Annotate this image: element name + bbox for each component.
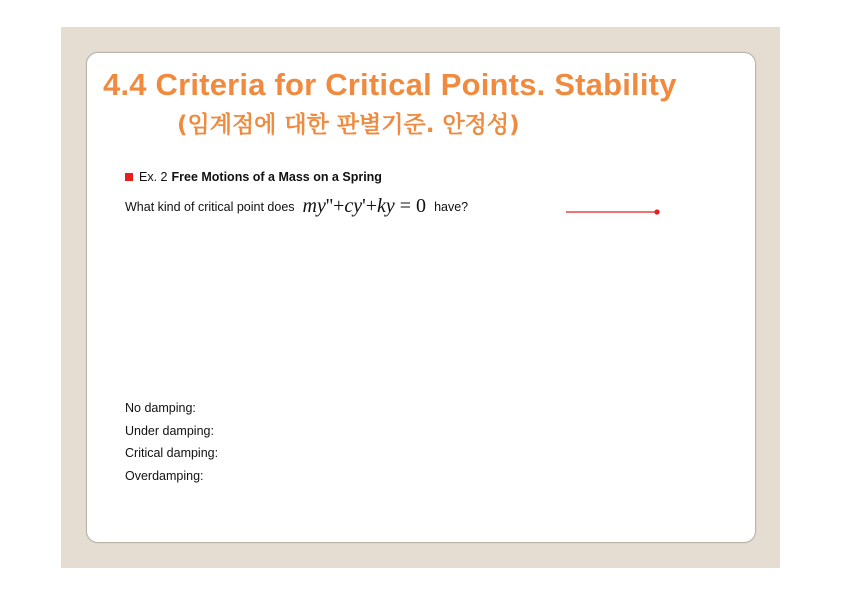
spring-equation: my''+cy'+ky = 0 — [302, 195, 427, 217]
slide-title: 4.4 Criteria for Critical Points. Stability — [103, 67, 677, 102]
slide-subtitle: (임계점에 대한 판별기준. 안정성) — [177, 112, 520, 138]
square-bullet-icon — [125, 173, 133, 181]
example-title: Free Motions of a Mass on a Spring — [171, 170, 382, 184]
example-question — [125, 195, 468, 218]
case-no-damping: No damping: — [125, 401, 196, 415]
example-heading — [125, 170, 382, 184]
case-under-damping: Under damping: — [125, 423, 214, 438]
case-overdamping: Overdamping: — [125, 468, 204, 483]
pointer-arrow-icon — [566, 207, 662, 217]
damping-case-list — [125, 397, 218, 487]
question-prefix: What kind of critical point does — [125, 199, 295, 214]
example-number: Ex. 2 — [139, 170, 168, 184]
question-suffix: have? — [434, 199, 469, 214]
case-critical-damping: Critical damping: — [125, 446, 219, 460]
